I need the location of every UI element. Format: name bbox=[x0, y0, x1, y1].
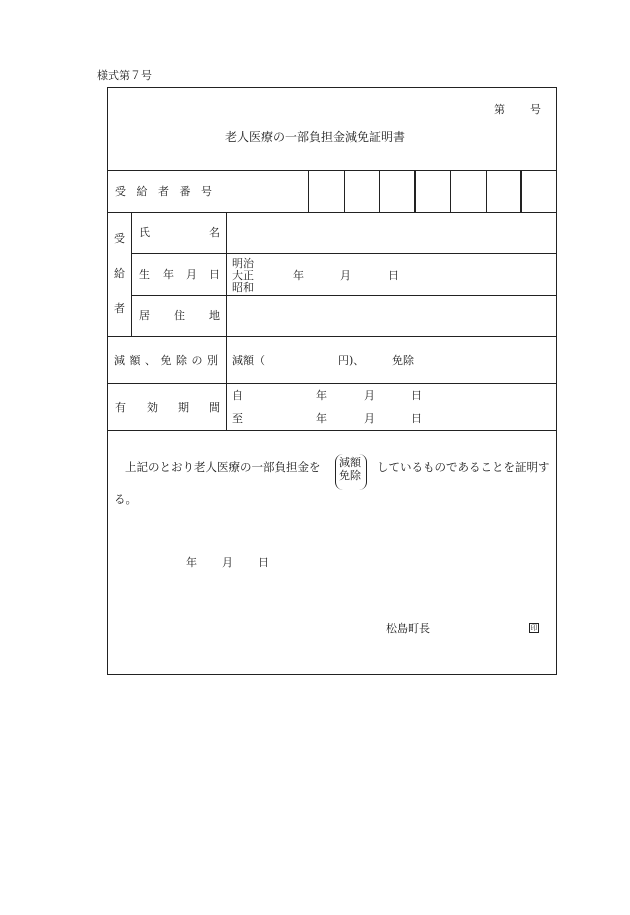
period-label-d: 間 bbox=[209, 401, 220, 414]
statement-before: 上記のとおり老人医療の一部負担金を bbox=[125, 460, 321, 474]
statement-after: しているものであることを証明す bbox=[377, 460, 550, 474]
issuer-name: 松島町長 bbox=[386, 622, 430, 635]
dob-label-sei: 生 bbox=[139, 268, 150, 281]
label-column-divider bbox=[226, 212, 227, 431]
dob-label-hi: 日 bbox=[209, 268, 220, 281]
name-label-left: 氏 bbox=[139, 226, 150, 239]
rule-after-title bbox=[107, 170, 557, 171]
statement-end: る。 bbox=[114, 492, 137, 506]
reduction-yen: 円)、 bbox=[338, 354, 365, 367]
period-from-year: 年 bbox=[316, 389, 327, 402]
exemption-option[interactable]: 免除 bbox=[392, 354, 414, 367]
address-label-c: 地 bbox=[209, 309, 220, 322]
rule-after-reduction bbox=[107, 383, 557, 384]
address-label-b: 住 bbox=[174, 309, 185, 322]
rule-after-address bbox=[107, 336, 557, 337]
name-field[interactable] bbox=[236, 227, 546, 243]
certify-date-month: 月 bbox=[222, 556, 233, 569]
number-box-divider bbox=[486, 170, 487, 212]
number-box-divider bbox=[379, 170, 380, 212]
period-to-year: 年 bbox=[316, 412, 327, 425]
period-label-c: 期 bbox=[178, 401, 189, 414]
reduction-option[interactable]: 減額（ bbox=[232, 354, 265, 367]
name-label-right: 名 bbox=[209, 226, 220, 239]
period-to-day: 日 bbox=[411, 412, 422, 425]
number-box-divider-thick bbox=[520, 170, 522, 212]
certify-date-year: 年 bbox=[186, 556, 197, 569]
certify-date-day: 日 bbox=[258, 556, 269, 569]
form-number: 様式第７号 bbox=[97, 69, 152, 82]
recipient-label-char: 給 bbox=[114, 267, 125, 280]
dob-year-unit: 年 bbox=[293, 269, 304, 282]
dob-month-unit: 月 bbox=[340, 269, 351, 282]
statement-choice-reduce: 減額 bbox=[339, 456, 361, 469]
rule-after-number bbox=[107, 212, 557, 213]
period-label-b: 効 bbox=[147, 401, 158, 414]
rule-after-period bbox=[107, 430, 557, 431]
number-box-divider bbox=[450, 170, 451, 212]
document-no-suffix: 号 bbox=[530, 103, 541, 116]
recipient-number-label: 受 給 者 番 号 bbox=[115, 185, 212, 198]
dob-label-tsuki: 月 bbox=[186, 268, 197, 281]
recipient-label-divider bbox=[131, 212, 132, 336]
period-from-label: 自 bbox=[232, 389, 243, 402]
rule-after-dob bbox=[131, 295, 557, 296]
period-to-month: 月 bbox=[364, 412, 375, 425]
reduction-exemption-label: 減 額 、 免 除 の 別 bbox=[114, 354, 218, 367]
statement-choice-exempt: 免除 bbox=[339, 469, 361, 482]
era-showa[interactable]: 昭和 bbox=[232, 281, 254, 294]
period-to-label: 至 bbox=[232, 412, 243, 425]
number-box-divider bbox=[308, 170, 309, 212]
era-meiji[interactable]: 明治 bbox=[232, 257, 254, 270]
period-label-a: 有 bbox=[115, 401, 126, 414]
seal-mark: 印 bbox=[530, 624, 538, 632]
era-taisho[interactable]: 大正 bbox=[232, 269, 254, 282]
period-from-month: 月 bbox=[364, 389, 375, 402]
rule-after-name bbox=[131, 253, 557, 254]
dob-day-unit: 日 bbox=[388, 269, 399, 282]
period-from-day: 日 bbox=[411, 389, 422, 402]
document-no-prefix: 第 bbox=[494, 103, 505, 116]
address-label-a: 居 bbox=[139, 309, 150, 322]
recipient-label-char: 者 bbox=[114, 302, 125, 315]
number-box-divider bbox=[344, 170, 345, 212]
certificate-frame bbox=[107, 87, 557, 675]
dob-label-nen: 年 bbox=[163, 268, 174, 281]
document-title: 老人医療の一部負担金減免証明書 bbox=[224, 130, 405, 144]
number-box-divider-thick bbox=[414, 170, 416, 212]
recipient-label-char: 受 bbox=[114, 232, 125, 245]
address-field[interactable] bbox=[236, 306, 546, 324]
